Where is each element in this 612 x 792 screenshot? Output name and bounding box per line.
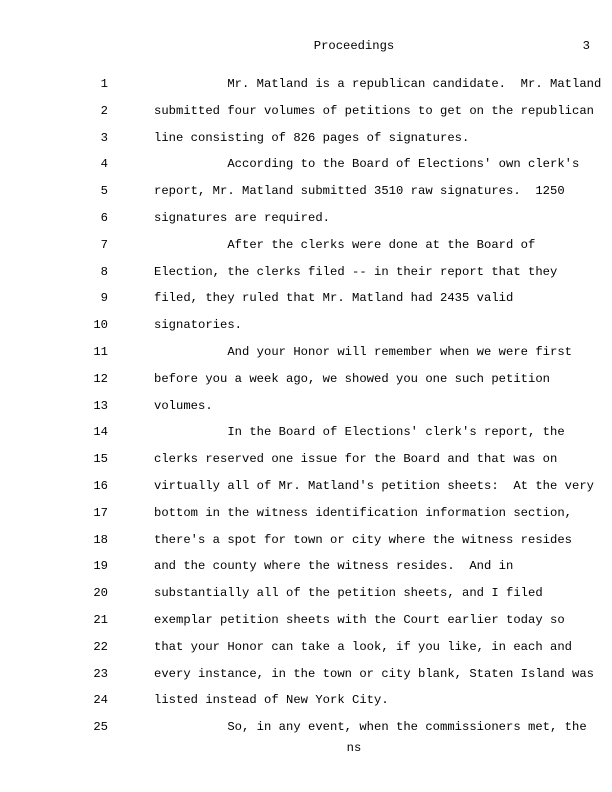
line-number: 17 <box>93 505 108 520</box>
line-text: line consisting of 826 pages of signatures. <box>154 130 470 145</box>
transcript-line <box>0 585 612 612</box>
line-text: exemplar petition sheets with the Court earlier today so <box>154 612 565 627</box>
transcript-line <box>0 103 612 130</box>
line-number: 12 <box>93 371 108 386</box>
line-text: According to the Board of Elections' own clerk's <box>154 157 580 172</box>
transcript-line <box>0 156 612 183</box>
line-number: 19 <box>93 559 108 574</box>
line-number: 1 <box>100 77 108 91</box>
transcript-line <box>0 424 612 451</box>
line-number: 20 <box>93 586 108 601</box>
line-text: that your Honor can take a look, if you like, in each and <box>154 639 573 654</box>
line-text: clerks reserved one issue for the Board and that was on <box>154 452 558 467</box>
transcript-line <box>0 505 612 532</box>
transcript-line <box>0 183 612 210</box>
line-number: 9 <box>100 291 108 306</box>
line-number: 15 <box>93 452 108 467</box>
line-number: 22 <box>93 639 108 654</box>
line-text: virtually all of Mr. Matland's petition sheets: At the very <box>154 478 595 493</box>
line-text: listed instead of New York City. <box>154 693 389 708</box>
transcript-line <box>0 264 612 291</box>
transcript-line <box>0 210 612 237</box>
line-text: and the county where the witness resides. And in <box>154 559 514 574</box>
line-text: filed, they ruled that Mr. Matland had 2435 valid <box>154 291 514 306</box>
line-text: report, Mr. Matland submitted 3510 raw signatures. 1250 <box>154 184 565 199</box>
line-text: bottom in the witness identification information section, <box>154 505 573 520</box>
page-header-title: Proceedings <box>313 39 395 53</box>
transcript-lines <box>0 76 612 746</box>
line-number: 23 <box>93 666 108 681</box>
line-number: 24 <box>93 693 108 708</box>
line-number: 6 <box>100 210 108 225</box>
transcript-line <box>0 398 612 425</box>
line-number: 21 <box>93 612 108 627</box>
transcript-line <box>0 612 612 639</box>
transcript-line <box>0 478 612 505</box>
transcript-line <box>0 451 612 478</box>
footer-initials: ns <box>346 741 362 755</box>
line-text: submitted four volumes of petitions to get on the republican <box>154 103 595 118</box>
transcript-line <box>0 290 612 317</box>
transcript-line <box>0 344 612 371</box>
transcript-line <box>0 371 612 398</box>
line-number: 18 <box>93 532 108 547</box>
line-number: 3 <box>100 130 108 145</box>
line-text: In the Board of Elections' clerk's report, the <box>154 425 565 440</box>
line-number: 7 <box>100 237 108 252</box>
transcript-line <box>0 76 612 103</box>
line-text: Election, the clerks filed -- in their report that they <box>154 264 558 279</box>
line-text: volumes. <box>154 398 213 413</box>
line-number: 16 <box>93 478 108 493</box>
transcript-line <box>0 532 612 559</box>
page-number: 3 <box>582 39 590 53</box>
line-text: every instance, in the town or city blank, Staten Island was <box>154 666 595 681</box>
line-number: 5 <box>100 184 108 199</box>
transcript-line <box>0 317 612 344</box>
line-number: 8 <box>100 264 108 279</box>
line-text: After the clerks were done at the Board of <box>154 237 536 252</box>
line-text: And your Honor will remember when we were first <box>154 344 573 359</box>
line-number: 13 <box>93 398 108 413</box>
transcript-line <box>0 130 612 157</box>
line-text: Mr. Matland is a republican candidate. Mr. Matland <box>154 77 602 91</box>
transcript-line <box>0 666 612 693</box>
line-number: 2 <box>100 103 108 118</box>
line-text: before you a week ago, we showed you one such petition <box>154 371 551 386</box>
transcript-line <box>0 639 612 666</box>
line-number: 10 <box>93 318 108 333</box>
line-number: 11 <box>93 344 108 359</box>
line-text: substantially all of the petition sheets, and I filed <box>154 586 543 601</box>
transcript-line <box>0 237 612 264</box>
transcript-line <box>0 692 612 719</box>
transcript-line <box>0 558 612 585</box>
line-text: signatories. <box>154 318 243 333</box>
line-number: 25 <box>93 720 108 735</box>
line-text: there's a spot for town or city where the witness resides <box>154 532 573 547</box>
line-text: signatures are required. <box>154 210 331 225</box>
line-number: 14 <box>93 425 108 440</box>
line-text: So, in any event, when the commissioners met, the <box>154 720 587 735</box>
line-number: 4 <box>100 157 108 172</box>
